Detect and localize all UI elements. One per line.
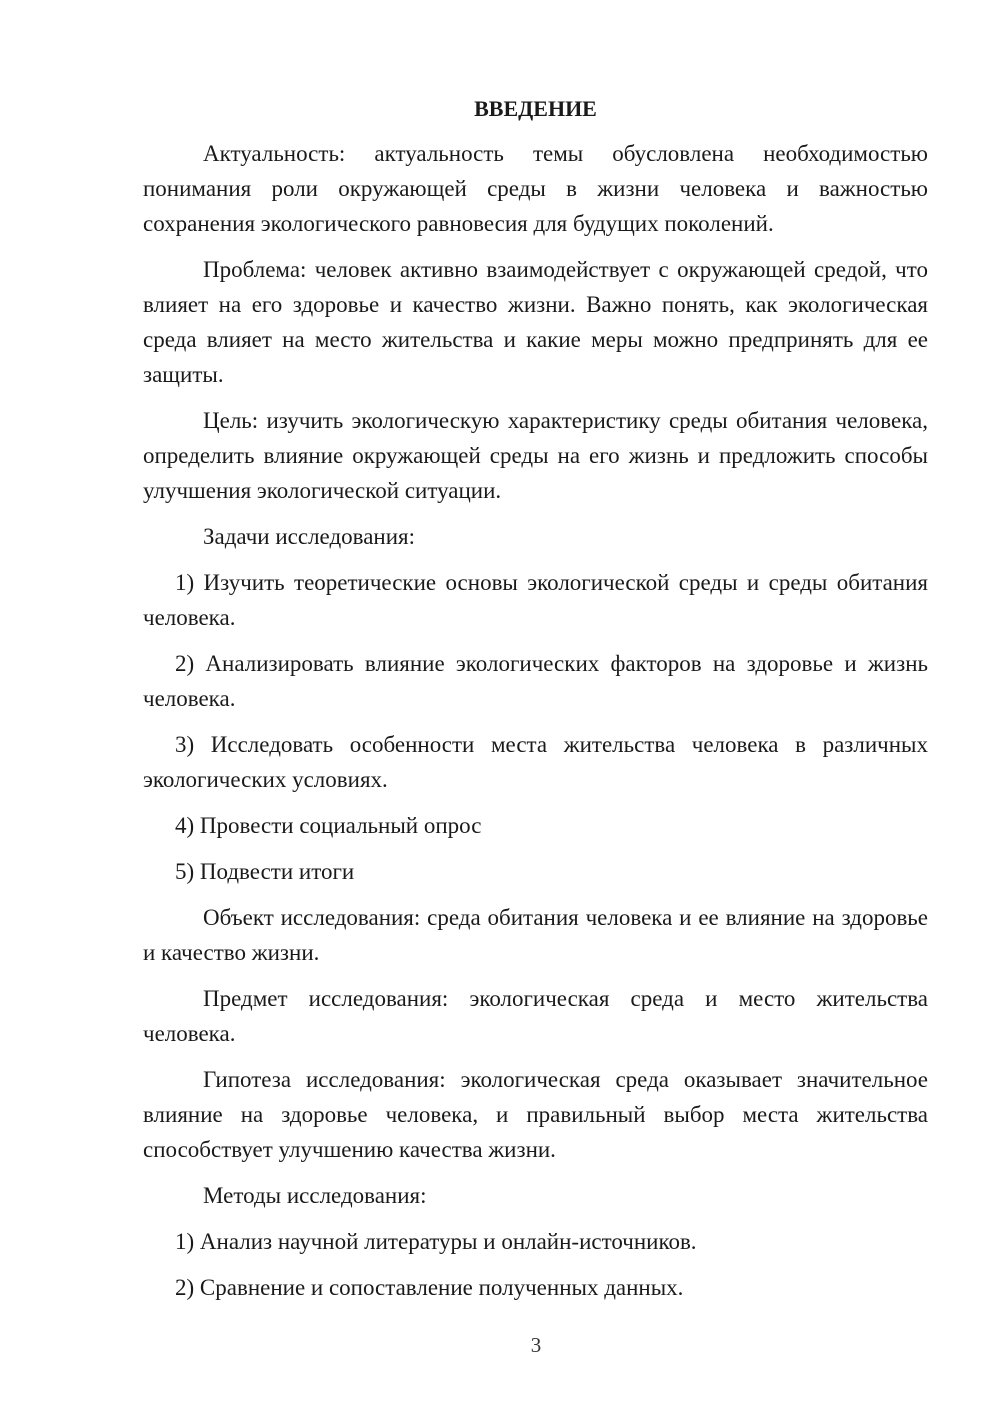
task-item: 5) Подвести итоги — [175, 859, 355, 884]
paragraph-hypothesis: Гипотеза исследования: экологическая среда оказывает значительное влияние на здоровье человека, и правильный выбор места жительства способствует улучшению качества жизни. — [143, 1067, 928, 1162]
page-title: ВВЕДЕНИЕ — [474, 96, 597, 121]
task-item: 1) Изучить теоретические основы экологической среды и среды обитания человека. — [143, 570, 928, 630]
paragraph-relevance: Актуальность: актуальность темы обусловлена необходимостью понимания роли окружающей среды в жизни человека и важностью сохранения экологического равновесия для будущих поколений. — [143, 141, 928, 236]
paragraph-methods-heading: Методы исследования: — [203, 1183, 427, 1208]
document-page — [143, 94, 928, 1316]
page-number: 3 — [530, 1333, 542, 1357]
task-item: 2) Анализировать влияние экологических факторов на здоровье и жизнь человека. — [143, 651, 928, 711]
paragraph-goal: Цель: изучить экологическую характеристику среды обитания человека, определить влияние окружающей среды на его жизнь и предложить способы улучшения экологической ситуации. — [143, 408, 928, 503]
paragraph-problem: Проблема: человек активно взаимодействует с окружающей средой, что влияет на его здоровье и качество жизни. Важно понять, как экологическая среда влияет на место жительства и какие меры можно предпринять для ее защиты. — [143, 257, 928, 387]
task-item: 3) Исследовать особенности места жительства человека в различных экологических условиях. — [143, 732, 928, 792]
paragraph-tasks-heading: Задачи исследования: — [203, 524, 416, 549]
paragraph-object: Объект исследования: среда обитания человека и ее влияние на здоровье и качество жизни. — [143, 905, 928, 965]
method-item: 1) Анализ научной литературы и онлайн-источников. — [175, 1229, 697, 1254]
paragraph-subject: Предмет исследования: экологическая среда и место жительства человека. — [143, 986, 928, 1046]
task-item: 4) Провести социальный опрос — [175, 813, 482, 838]
method-item: 2) Сравнение и сопоставление полученных данных. — [175, 1275, 684, 1300]
